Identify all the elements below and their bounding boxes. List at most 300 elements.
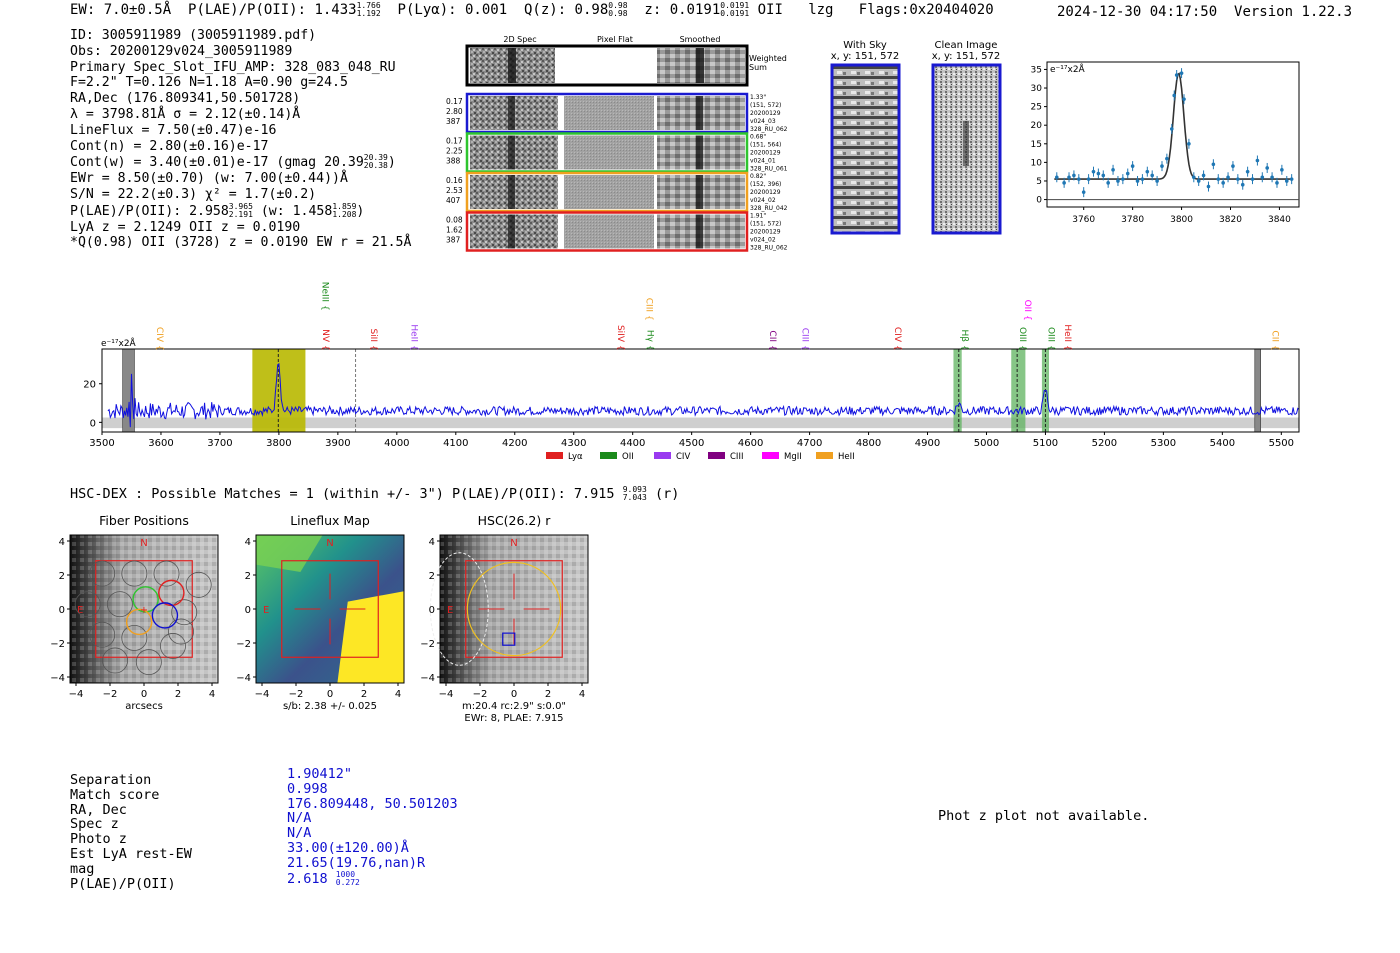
header-plae-lo: 1.192 [356,9,381,18]
spec-legend-swatch [762,452,779,459]
fit-point [1187,142,1191,146]
fit-point [1261,175,1265,179]
fit-ytick-label: 20 [1030,121,1042,132]
map-ytick-label: −2 [50,639,65,650]
info-primary: Primary Spec_Slot_IFU_AMP: 328_083_048_RU [70,59,396,75]
header-flags: Flags:0x20404020 [858,2,994,18]
cutout-right-label: 0.68" [750,133,767,141]
map-ytick-label: 4 [428,537,435,548]
match-value: 1.90412" [287,766,353,782]
spec-line-label: Hγ [644,329,655,342]
clean-title: Clean Image [934,40,998,51]
cutout-right-label: 20200129 [750,110,781,117]
with-sky-xy: x, y: 151, 572 [830,51,900,62]
fit-ytick-label: 10 [1030,158,1042,169]
map-north-label: N [510,538,518,549]
map-xtick-label: 2 [174,689,182,700]
cutout-2d-trace [508,175,515,209]
info-ewr: EWr = 8.50(±0.70) (w: 7.00(±0.44))Å [70,171,348,187]
spec-line-brace: { [408,345,419,351]
col-2d-label: 2D Spec [503,35,537,44]
hscdex-lo: 7.043 [622,493,647,502]
spec-legend-swatch [816,452,833,459]
map-xtick-label: 0 [140,689,148,700]
spec-xtick-label: 5400 [1209,438,1236,449]
full-spectrum-chart [75,272,1315,467]
header-plae: P(LAE)/P(OII): 1.433 [188,2,357,18]
match-plae-lo: 0.272 [335,877,360,887]
fit-xtick-label: 3840 [1267,215,1291,225]
hsc-xlabel-2: EWr: 8, PLAE: 7.915 [464,713,564,724]
header-qz: Q(z): 0.98 [523,2,609,18]
spec-xtick-label: 3500 [89,438,115,449]
fit-point [1226,175,1230,179]
cutout-left-label: 0.17 [446,136,463,146]
spec-line-brace: { [767,345,778,351]
match-label: Separation [70,772,152,788]
clean-source [963,121,969,166]
cutout-smooth-trace [696,96,703,130]
fit-point [1241,183,1245,187]
fit-ytick-label: 15 [1030,139,1042,150]
spec-line-label: Hβ [958,329,969,342]
header-qz-hi: 0.98 [608,1,628,10]
fit-point [1221,181,1225,185]
cutout-right-label: v024_02 [750,197,776,204]
cutout-flat-image [564,175,654,209]
info-contw: Cont(w) = 3.40(±0.01)e-17 (gmag 20.39 20.39 20.38 ) [70,153,396,171]
cutout-right-label: (152, 396) [750,181,782,188]
fit-point [1182,97,1186,101]
fit-point [1265,166,1269,170]
fit-point [1175,73,1179,77]
spec-line-label: OII [1021,299,1032,312]
match-label: Photo z [70,831,127,848]
weighted-sum-row [467,46,787,85]
map-xtick-label: 0 [510,689,518,700]
info-plae-lo: 2.191 [228,209,253,219]
lineflux-hot-region [337,591,404,683]
spec-line-brace: { [367,345,378,351]
spec-xtick-label: 5000 [973,438,1000,449]
info-contw-text: Cont(w) = 3.40(±0.01)e-17 (gmag 20.39 [70,155,364,171]
match-value-plae [287,871,458,887]
match-label: P(LAE)/P(OII) [70,875,176,892]
match-values [287,767,458,887]
spec-legend-swatch [708,452,725,459]
fit-point [1285,179,1289,183]
spec-ylabel: e⁻¹⁷x2Å [101,339,136,349]
fit-point [1126,172,1130,176]
map-title: Fiber Positions [99,513,189,528]
spec-line-brace: { [644,345,655,351]
fiber-xlabel: arcsecs [125,701,163,712]
cutout-right-label: 20200129 [750,149,781,157]
spec-legend-swatch [546,452,563,459]
hscdex-text: HSC-DEX : Possible Matches = 1 (within +/- 3") P(LAE)/P(OII): 7.915 [70,486,615,502]
cutout-right-label: 1.33" [750,94,767,101]
fit-point [1136,179,1140,183]
spec-green-band [953,349,961,432]
spec-xtick-label: 5100 [1032,438,1059,449]
spec-line-label: SiII [367,328,378,342]
spec-ytick-label: 20 [83,379,96,391]
fit-point [1131,164,1135,168]
cutout-right-label: v024_03 [750,118,776,125]
info-lambda: λ = 3798.81Å σ = 2.12(±0.14)Å [70,106,301,122]
fit-point [1146,170,1150,174]
fit-ytick-label: 35 [1030,65,1042,76]
info-plae-hi: 3.965 [228,201,253,211]
spec-xtick-label: 4500 [678,438,705,449]
info-contw-lo: 20.38 [363,161,388,171]
spec-highlight-band [252,349,305,432]
map-ytick-label: −4 [420,673,435,684]
match-label: mag [70,860,95,877]
cutout-flat-image [564,215,654,249]
cutout-right-label: v024_02 [750,236,776,244]
cutout-rows [446,94,788,252]
hscdex-band: (r) [654,486,680,502]
spec-line-brace: { [799,345,810,351]
spec-line-brace: { [1021,315,1032,321]
spec-line-brace: { [1017,345,1028,351]
match-label: Spec z [70,816,119,833]
info-block [70,28,411,251]
cutout-right-label: 20200129 [750,228,781,236]
map-xtick-label: −4 [254,689,270,700]
map-ytick-label: −4 [50,673,65,684]
lineflux-xlabel: s/b: 2.38 +/- 0.025 [282,701,378,712]
spec-xtick-label: 4200 [502,438,528,449]
spec-line-label: CIV [892,326,903,342]
fit-point [1231,164,1235,168]
spec-line-label: CIII [799,327,810,342]
fit-ytick-label: 25 [1030,102,1042,113]
map-ytick-label: 2 [428,571,435,582]
photz-note: Phot z plot not available. [938,808,1150,824]
spec-masked-band [123,349,135,432]
spec-xtick-label: 3600 [148,438,174,449]
fit-point [1092,170,1096,174]
map-xtick-label: 2 [360,689,368,700]
match-label: RA, Dec [70,801,127,818]
cutout-right-label: (151, 572) [750,102,782,109]
info-params: F=2.2" T=0.126 N=1.18 A=0.90 g=24.5 [70,75,348,91]
info-plae: P(LAE)/P(OII): 2.958 3.965 2.191 (w: 1.458 1.859 1.208 ) [70,201,365,219]
fit-ytick-label: 30 [1030,84,1042,95]
hsc-xlabel-1: m:20.4 rc:2.9" s:0.0" [461,701,567,712]
info-plae-text: P(LAE)/P(OII): 2.958 [70,203,229,219]
map-panels [40,510,610,725]
spec-line-label: CIII [643,297,654,312]
spec-xtick-label: 4600 [737,438,764,449]
map-ytick-label: 4 [244,537,251,548]
fit-point [1280,168,1284,172]
spec-line-label: NV [320,329,331,342]
fit-ylabel: e⁻¹⁷x2Å [1050,65,1085,75]
cutout-right-label: (151, 564) [750,141,782,149]
match-value: 0.998 [287,780,328,797]
map-xtick-label: 2 [544,689,552,700]
fit-point [1202,174,1206,178]
info-radec: RA,Dec (176.809341,50.501728) [70,91,301,107]
spec-xtick-label: 4900 [914,438,941,449]
info-q-line: *Q(0.98) OII (3728) z = 0.0190 EW r = 21.5Å [70,235,412,251]
map-xtick-label: 0 [326,689,334,700]
spec-line-brace: { [319,305,330,311]
match-value: 33.00(±120.00)Å [287,839,409,856]
fit-plot-frame [1047,62,1299,207]
spec-xtick-label: 5300 [1150,438,1177,449]
fit-point [1111,168,1115,172]
spec-legend-swatch [600,452,617,459]
spec-line-label: SiIV [615,324,625,342]
fit-point [1172,94,1176,98]
map-xtick-label: −2 [472,689,488,700]
map-xtick-label: −4 [68,689,84,700]
info-lineflux: LineFlux = 7.50(±0.47)e-16 [70,122,277,138]
fit-point [1256,159,1260,163]
header-ew: EW: 7.0±0.5Å [70,2,172,18]
spec-line-label: HeII [1061,324,1072,342]
map-xtick-label: −2 [288,689,304,700]
map-ytick-label: −2 [236,639,251,650]
spec-line-brace: { [615,345,625,351]
cutout-right-label: 1.91" [750,212,767,220]
fit-ytick-label: 5 [1036,176,1042,187]
fit-point [1106,181,1110,185]
match-value: 2.618 [287,870,328,887]
fit-point [1212,162,1216,166]
cutout-right-label: 0.82" [750,173,767,180]
spec-xtick-label: 4100 [443,438,469,449]
fit-point [1170,127,1174,131]
cutout-flat-image [564,96,654,130]
col-smooth-label: Smoothed [679,35,721,44]
info-id: ID: 3005911989 (3005911989.pdf) [70,28,317,43]
with-sky-title: With Sky [843,40,887,51]
fit-point [1062,181,1066,185]
map-north-label: N [326,538,334,549]
spec-xtick-label: 3800 [266,438,292,449]
fit-point [1116,179,1120,183]
col-flat-label: Pixel Flat [597,35,633,44]
cutout-right-label: (151, 572) [750,220,782,228]
cutout-right-label: 328_RU_062 [750,126,788,133]
cutout-left-label: 0.08 [446,215,463,225]
fit-point [1216,177,1220,181]
info-lya-z: LyA z = 2.1249 OII z = 0.0190 [70,219,301,235]
cutout-smooth-trace [696,136,703,170]
info-sn: S/N = 22.2(±0.3) χ² = 1.7(±0.2) [70,186,317,202]
timestamp: 2024-12-30 04:17:50 [1057,4,1218,20]
cutout-2d-trace [508,96,515,130]
spec-xtick-label: 4300 [560,438,587,449]
header-plya: P(Lyα): 0.001 [397,2,508,18]
map-title: Lineflux Map [290,513,370,528]
sky-panels [820,36,1020,241]
with-sky-image [832,65,899,233]
fit-point [1275,181,1279,185]
map-north-label: N [140,538,148,549]
fit-xtick-label: 3820 [1219,215,1242,225]
fit-xtick-label: 3760 [1072,215,1096,225]
spec-line-label: CIV [153,326,164,342]
spec-line-brace: { [1269,345,1280,351]
fit-point [1246,170,1250,174]
fit-xtick-label: 3800 [1170,215,1194,225]
cutout-left-label: 387 [446,235,461,245]
spec-line-brace: { [1061,345,1072,351]
map-ytick-label: 0 [428,605,435,616]
map-xtick-label: −2 [102,689,118,700]
spec-xtick-label: 4000 [384,438,410,449]
fit-ytick-label: 0 [1036,195,1042,206]
spec-ytick-label: 0 [89,418,96,430]
spec-line-brace: { [958,345,969,351]
cutout-smooth-trace [696,215,703,249]
spec-legend-label: CIV [676,452,691,462]
hsc-image-texture [440,535,588,683]
spec-green-band [1011,349,1025,432]
fit-point [1082,190,1086,194]
spec-line-brace: { [643,315,654,321]
spec-xtick-label: 5200 [1091,438,1118,449]
fit-point [1270,175,1274,179]
fit-point [1087,177,1091,181]
map-east-label: E [447,605,454,616]
spec-masked-band [1255,349,1261,432]
cutout-right-label: 328_RU_061 [750,165,788,173]
map-east-label: E [77,605,84,616]
spec-line-label: NeIII [319,281,330,302]
spec-legend-label: HeII [838,452,855,462]
cutout-left-label: 407 [446,196,461,205]
cutout-left-label: 2.80 [446,107,463,116]
fiber-center-marker: + [139,605,149,616]
spec-legend-label: CIII [730,452,744,462]
map-east-label: E [263,605,270,616]
match-value: N/A [287,810,312,827]
info-plae-w-hi: 1.859 [332,201,357,211]
fit-point [1077,177,1081,181]
cutout-2d-trace [508,136,515,170]
fit-point [1165,157,1169,161]
line-fit-chart [1030,52,1340,232]
spec-legend-label: OII [622,452,634,462]
info-plae-w-lo: 1.208 [332,209,357,219]
fit-xtick-label: 3780 [1121,215,1145,225]
spec-xtick-label: 4800 [855,438,882,449]
map-ytick-label: 4 [58,537,65,548]
cutout-right-label: v024_01 [750,157,776,165]
fit-point [1141,177,1145,181]
info-plae-w: (w: 1.458 [260,203,333,219]
spec-line-label: OIII [1045,326,1056,342]
spec-xtick-label: 3700 [207,438,233,449]
map-title: HSC(26.2) r [477,513,551,528]
map-xtick-label: 4 [394,689,402,700]
cutout-right-label: 328_RU_062 [750,244,788,252]
spec-line-brace: { [320,345,331,351]
map-ytick-label: 0 [244,605,251,616]
cutout-flat-image [564,136,654,170]
map-xtick-label: 4 [578,689,586,700]
fit-point [1155,179,1159,183]
spec-legend-swatch [654,452,671,459]
map-ytick-label: −2 [420,639,435,650]
header-right [1057,4,1352,20]
fit-point [1067,175,1071,179]
spec-legend-label: MgII [784,452,802,462]
match-value: 21.65(19.76,nan)R [287,854,426,871]
fit-point [1150,174,1154,178]
cutout-smooth-trace [696,175,703,209]
fit-point [1236,177,1240,181]
match-label: Match score [70,786,160,803]
cutout-left-label: 0.16 [446,176,463,185]
version: Version 1.22.3 [1234,4,1353,20]
spec-line-brace: { [153,345,164,351]
spec-xtick-label: 4400 [619,438,646,449]
header-z: z: 0.0191 [644,2,721,18]
fit-point [1197,179,1201,183]
hscdex-summary [70,486,679,502]
header-lzg: lzg [808,2,834,18]
header-qz-lo: 0.98 [608,9,628,18]
cutout-right-label: 20200129 [750,189,781,196]
cutout-left-label: 388 [446,156,461,166]
cutout-left-label: 0.17 [446,97,463,106]
fit-point [1180,71,1184,75]
cutout-left-label: 2.25 [446,146,463,156]
cutout-left-label: 1.62 [446,225,463,235]
map-ytick-label: 2 [58,571,65,582]
spec-line-label: CII [1269,330,1280,342]
fit-point [1121,177,1125,181]
spec-line-label: OIII [1017,326,1028,342]
match-label: Est LyA rest-EW [70,845,192,862]
weighted-sum-label-2: Sum [749,63,767,72]
spec-legend-label: Lyα [568,452,583,462]
info-obs: Obs: 20200129v024_3005911989 [70,43,293,59]
info-contw-hi: 20.39 [363,153,388,163]
spec-line-brace: { [1045,345,1056,351]
spec-xtick-label: 3900 [325,438,351,449]
spec-line-label: CII [767,330,778,342]
cutout-2d-trace [508,215,515,249]
header-z-line: OII [757,2,783,18]
clean-xy: x, y: 151, 572 [931,51,1001,62]
header-z-lo: 0.0191 [720,9,750,18]
fit-point [1072,174,1076,178]
map-ytick-label: −4 [236,673,251,684]
cutout-left-label: 2.53 [446,186,463,195]
match-plae-hi: 1000 [335,869,356,879]
fiber-cutouts [440,30,800,260]
map-xtick-label: −4 [438,689,454,700]
fit-point [1251,177,1255,181]
fit-point [1101,174,1105,178]
cutout-left-label: 387 [446,117,461,126]
match-value: 176.809448, 50.501203 [287,795,458,812]
spec-xtick-label: 4700 [796,438,823,449]
map-panels-group [50,513,588,724]
hscdex-hi: 9.093 [622,485,647,494]
map-ytick-label: 0 [58,605,65,616]
map-ytick-label: 2 [244,571,251,582]
